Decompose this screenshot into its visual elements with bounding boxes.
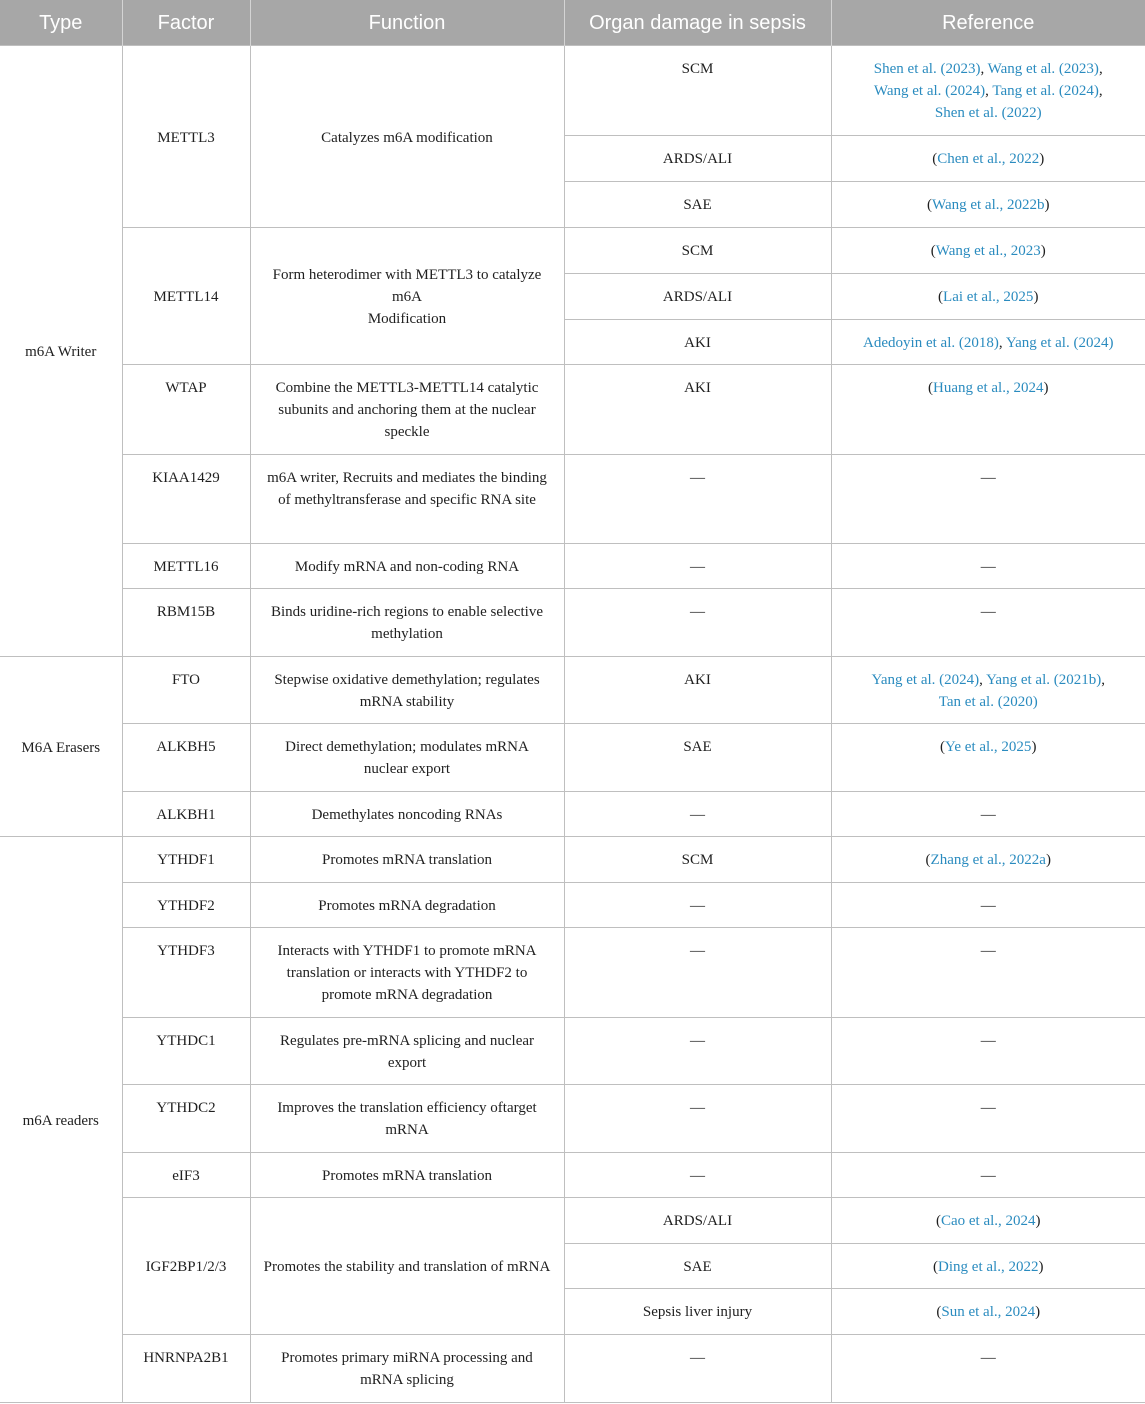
factor-cell: WTAP: [122, 365, 250, 455]
reference-link[interactable]: Lai et al., 2025: [943, 289, 1034, 305]
reference-cell: (Sun et al., 2024): [831, 1289, 1145, 1335]
reference-cell: Shen et al. (2023), Wang et al. (2023), Wang et al. (2024), Tang et al. (2024), Shen et al. (2022): [831, 46, 1145, 136]
organ-cell: —: [564, 928, 831, 1018]
type-cell-readers: m6A readers: [0, 837, 122, 1403]
factor-cell: eIF3: [122, 1153, 250, 1198]
reference-cell: —: [831, 455, 1145, 544]
header-reference: Reference: [831, 0, 1145, 46]
table-row: [0, 1335, 1145, 1403]
reference-link[interactable]: Wang et al., 2022b: [931, 197, 1045, 213]
table-row: [0, 228, 1145, 274]
table-row: [0, 928, 1145, 1018]
factor-cell: YTHDC1: [122, 1018, 250, 1085]
reference-link[interactable]: Shen et al. (2022): [934, 105, 1042, 121]
organ-cell: —: [564, 883, 831, 928]
function-text: Modification: [367, 311, 447, 327]
header-factor: Factor: [122, 0, 250, 46]
function-cell: Interacts with YTHDF1 to promote mRNA translation or interacts with YTHDF2 to promote mRNA degradation: [250, 928, 564, 1018]
reference-cell: (Chen et al., 2022): [831, 136, 1145, 182]
reference-cell: (Ding et al., 2022): [831, 1244, 1145, 1289]
reference-link[interactable]: Adedoyin et al. (2018): [863, 335, 999, 351]
reference-link[interactable]: Ding et al., 2022: [938, 1259, 1039, 1275]
organ-cell: ARDS/ALI: [564, 1198, 831, 1244]
table-row: [0, 1153, 1145, 1198]
reference-link[interactable]: Cao et al., 2024: [940, 1213, 1036, 1229]
table-row: [0, 544, 1145, 589]
reference-cell: (Huang et al., 2024): [831, 365, 1145, 455]
factor-cell: YTHDF3: [122, 928, 250, 1018]
organ-cell: —: [564, 1153, 831, 1198]
table-row: [0, 1018, 1145, 1085]
reference-link[interactable]: Tan et al. (2020): [938, 694, 1038, 710]
organ-cell: ARDS/ALI: [564, 274, 831, 320]
reference-link[interactable]: Sun et al., 2024: [941, 1304, 1036, 1320]
factor-cell: RBM15B: [122, 589, 250, 657]
organ-cell: AKI: [564, 657, 831, 724]
reference-cell: —: [831, 1335, 1145, 1403]
function-cell: Regulates pre-mRNA splicing and nuclear export: [250, 1018, 564, 1085]
factor-cell: METTL16: [122, 544, 250, 589]
table-row: [0, 46, 1145, 136]
function-cell: Modify mRNA and non-coding RNA: [250, 544, 564, 589]
factor-cell: METTL14: [122, 228, 250, 365]
function-cell: Stepwise oxidative demethylation; regulates mRNA stability: [250, 657, 564, 724]
reference-link[interactable]: Yang et al. (2024): [871, 672, 980, 688]
reference-link[interactable]: Shen et al. (2023): [873, 61, 981, 77]
header-row: [0, 0, 1145, 46]
reference-cell: Adedoyin et al. (2018), Yang et al. (2024): [831, 320, 1145, 365]
organ-cell: SCM: [564, 46, 831, 136]
reference-cell: (Wang et al., 2022b): [831, 182, 1145, 228]
organ-cell: SCM: [564, 837, 831, 883]
factor-cell: YTHDF1: [122, 837, 250, 883]
table-row: [0, 837, 1145, 883]
organ-cell: AKI: [564, 365, 831, 455]
organ-cell: Sepsis liver injury: [564, 1289, 831, 1335]
reference-cell: (Lai et al., 2025): [831, 274, 1145, 320]
reference-cell: —: [831, 1085, 1145, 1153]
function-cell: m6A writer, Recruits and mediates the binding of methyltransferase and specific RNA site: [250, 455, 564, 544]
type-cell-writer: m6A Writer: [0, 46, 122, 657]
reference-cell: —: [831, 589, 1145, 657]
reference-cell: (Cao et al., 2024): [831, 1198, 1145, 1244]
reference-cell: —: [831, 792, 1145, 837]
table-row: [0, 455, 1145, 544]
factor-cell: METTL3: [122, 46, 250, 228]
organ-cell: SAE: [564, 182, 831, 228]
factor-cell: FTO: [122, 657, 250, 724]
reference-link[interactable]: Yang et al. (2024): [1005, 335, 1114, 351]
table-row: [0, 365, 1145, 455]
table-row: [0, 657, 1145, 724]
header-function: Function: [250, 0, 564, 46]
table-row: [0, 1198, 1145, 1244]
organ-cell: ARDS/ALI: [564, 136, 831, 182]
reference-cell: (Zhang et al., 2022a): [831, 837, 1145, 883]
function-cell: Improves the translation efficiency oftarget mRNA: [250, 1085, 564, 1153]
function-cell: Promotes primary miRNA processing and mRNA splicing: [250, 1335, 564, 1403]
organ-cell: —: [564, 589, 831, 657]
organ-cell: —: [564, 1335, 831, 1403]
reference-link[interactable]: Wang et al. (2024): [873, 83, 986, 99]
reference-cell: (Ye et al., 2025): [831, 724, 1145, 792]
table-row: [0, 883, 1145, 928]
table-row: [0, 792, 1145, 837]
organ-cell: —: [564, 792, 831, 837]
function-cell: Promotes mRNA translation: [250, 837, 564, 883]
reference-cell: Yang et al. (2024), Yang et al. (2021b), Tan et al. (2020): [831, 657, 1145, 724]
factor-cell: YTHDC2: [122, 1085, 250, 1153]
reference-link[interactable]: Huang et al., 2024: [933, 380, 1044, 396]
function-cell: Direct demethylation; modulates mRNA nuclear export: [250, 724, 564, 792]
factor-cell: YTHDF2: [122, 883, 250, 928]
organ-cell: SAE: [564, 1244, 831, 1289]
reference-link[interactable]: Wang et al., 2023: [935, 243, 1041, 259]
reference-cell: —: [831, 1018, 1145, 1085]
reference-link[interactable]: Chen et al., 2022: [937, 151, 1040, 167]
type-cell-erasers: M6A Erasers: [0, 657, 122, 837]
organ-cell: —: [564, 1085, 831, 1153]
reference-cell: —: [831, 544, 1145, 589]
reference-link[interactable]: Wang et al. (2023): [987, 61, 1099, 77]
function-cell: Demethylates noncoding RNAs: [250, 792, 564, 837]
organ-cell: —: [564, 455, 831, 544]
reference-link[interactable]: Tang et al. (2024): [992, 83, 1099, 99]
factor-cell: KIAA1429: [122, 455, 250, 544]
table-row: [0, 1085, 1145, 1153]
function-cell: Promotes mRNA translation: [250, 1153, 564, 1198]
reference-cell: —: [831, 883, 1145, 928]
factor-cell: HNRNPA2B1: [122, 1335, 250, 1403]
reference-cell: —: [831, 1153, 1145, 1198]
factor-cell: ALKBH1: [122, 792, 250, 837]
table-row: [0, 724, 1145, 792]
function-cell: Binds uridine-rich regions to enable selective methylation: [250, 589, 564, 657]
function-cell: [250, 228, 564, 365]
header-organ-damage: Organ damage in sepsis: [564, 0, 831, 46]
function-text: Form heterodimer with METTL3 to catalyze m6A: [272, 267, 542, 305]
reference-cell: (Wang et al., 2023): [831, 228, 1145, 274]
reference-cell: —: [831, 928, 1145, 1018]
reference-link[interactable]: Ye et al., 2025: [945, 739, 1032, 755]
organ-cell: —: [564, 544, 831, 589]
organ-cell: SAE: [564, 724, 831, 792]
function-cell: Catalyzes m6A modification: [250, 46, 564, 228]
table-row: [0, 589, 1145, 657]
factor-cell: ALKBH5: [122, 724, 250, 792]
organ-cell: —: [564, 1018, 831, 1085]
factor-cell: IGF2BP1/2/3: [122, 1198, 250, 1335]
function-cell: Promotes the stability and translation of mRNA: [250, 1198, 564, 1335]
header-type: Type: [0, 0, 122, 46]
reference-link[interactable]: Yang et al. (2021b): [986, 672, 1102, 688]
reference-link[interactable]: Zhang et al., 2022a: [930, 852, 1046, 868]
organ-cell: AKI: [564, 320, 831, 365]
function-cell: Promotes mRNA degradation: [250, 883, 564, 928]
organ-cell: SCM: [564, 228, 831, 274]
function-cell: Combine the METTL3-METTL14 catalytic subunits and anchoring them at the nuclear speckle: [250, 365, 564, 455]
